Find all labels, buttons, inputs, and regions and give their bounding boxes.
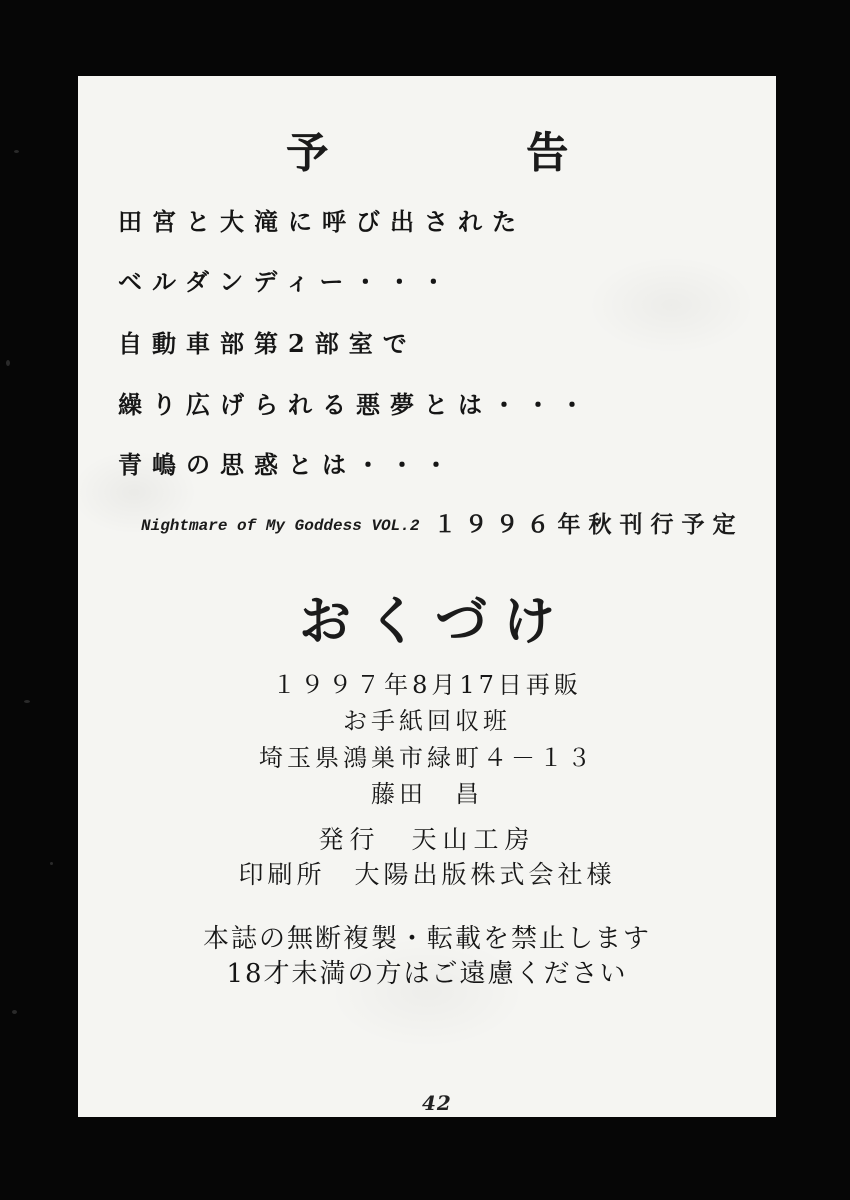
preview-line-2: ベルダンディー・・・ xyxy=(118,267,456,296)
preview-line-1: 田宮と大滝に呼び出された xyxy=(118,207,526,236)
next-volume-announcement xyxy=(141,506,743,539)
colophon-address: 埼玉県鴻巣市緑町４－１３ xyxy=(259,744,595,772)
preview-title-char-1: 予 xyxy=(285,128,328,177)
doujin-page xyxy=(78,76,776,1117)
notice-no-reproduction: 本誌の無断複製・転載を禁止します xyxy=(202,924,651,954)
preview-title-char-2: 告 xyxy=(526,128,569,177)
scan-noise-speck xyxy=(6,360,10,366)
announcement-japanese-date: １９９６年秋刊行予定 xyxy=(433,511,744,538)
colophon-circle-name: お手紙回収班 xyxy=(343,707,511,735)
preview-line-4: 繰り広げられる悪夢とは・・・ xyxy=(118,390,594,419)
scan-noise-speck xyxy=(50,862,53,865)
preview-line-3: 自動車部第2部室で xyxy=(118,329,417,358)
colophon-author-name: 藤田 昌 xyxy=(371,780,483,808)
colophon-publisher-line: 発行 天山工房 xyxy=(318,825,536,854)
colophon-printer-line: 印刷所 大陽出版株式会社様 xyxy=(238,860,616,889)
page-number: 42 xyxy=(422,1091,452,1115)
announcement-english-title: Nightmare of My Goddess VOL.2 xyxy=(141,517,420,535)
colophon-heading: おくづけ xyxy=(298,591,571,652)
preview-title xyxy=(78,120,776,180)
scan-noise-speck xyxy=(24,700,30,703)
scan-noise-speck xyxy=(14,150,19,153)
scan-noise-speck xyxy=(12,1010,17,1014)
notice-age-restriction: 18才未満の方はご遠慮ください xyxy=(226,959,628,989)
colophon-reprint-date: １９９７年8月17日再販 xyxy=(272,671,582,699)
preview-line-5: 青嶋の思惑とは・・・ xyxy=(118,450,458,479)
